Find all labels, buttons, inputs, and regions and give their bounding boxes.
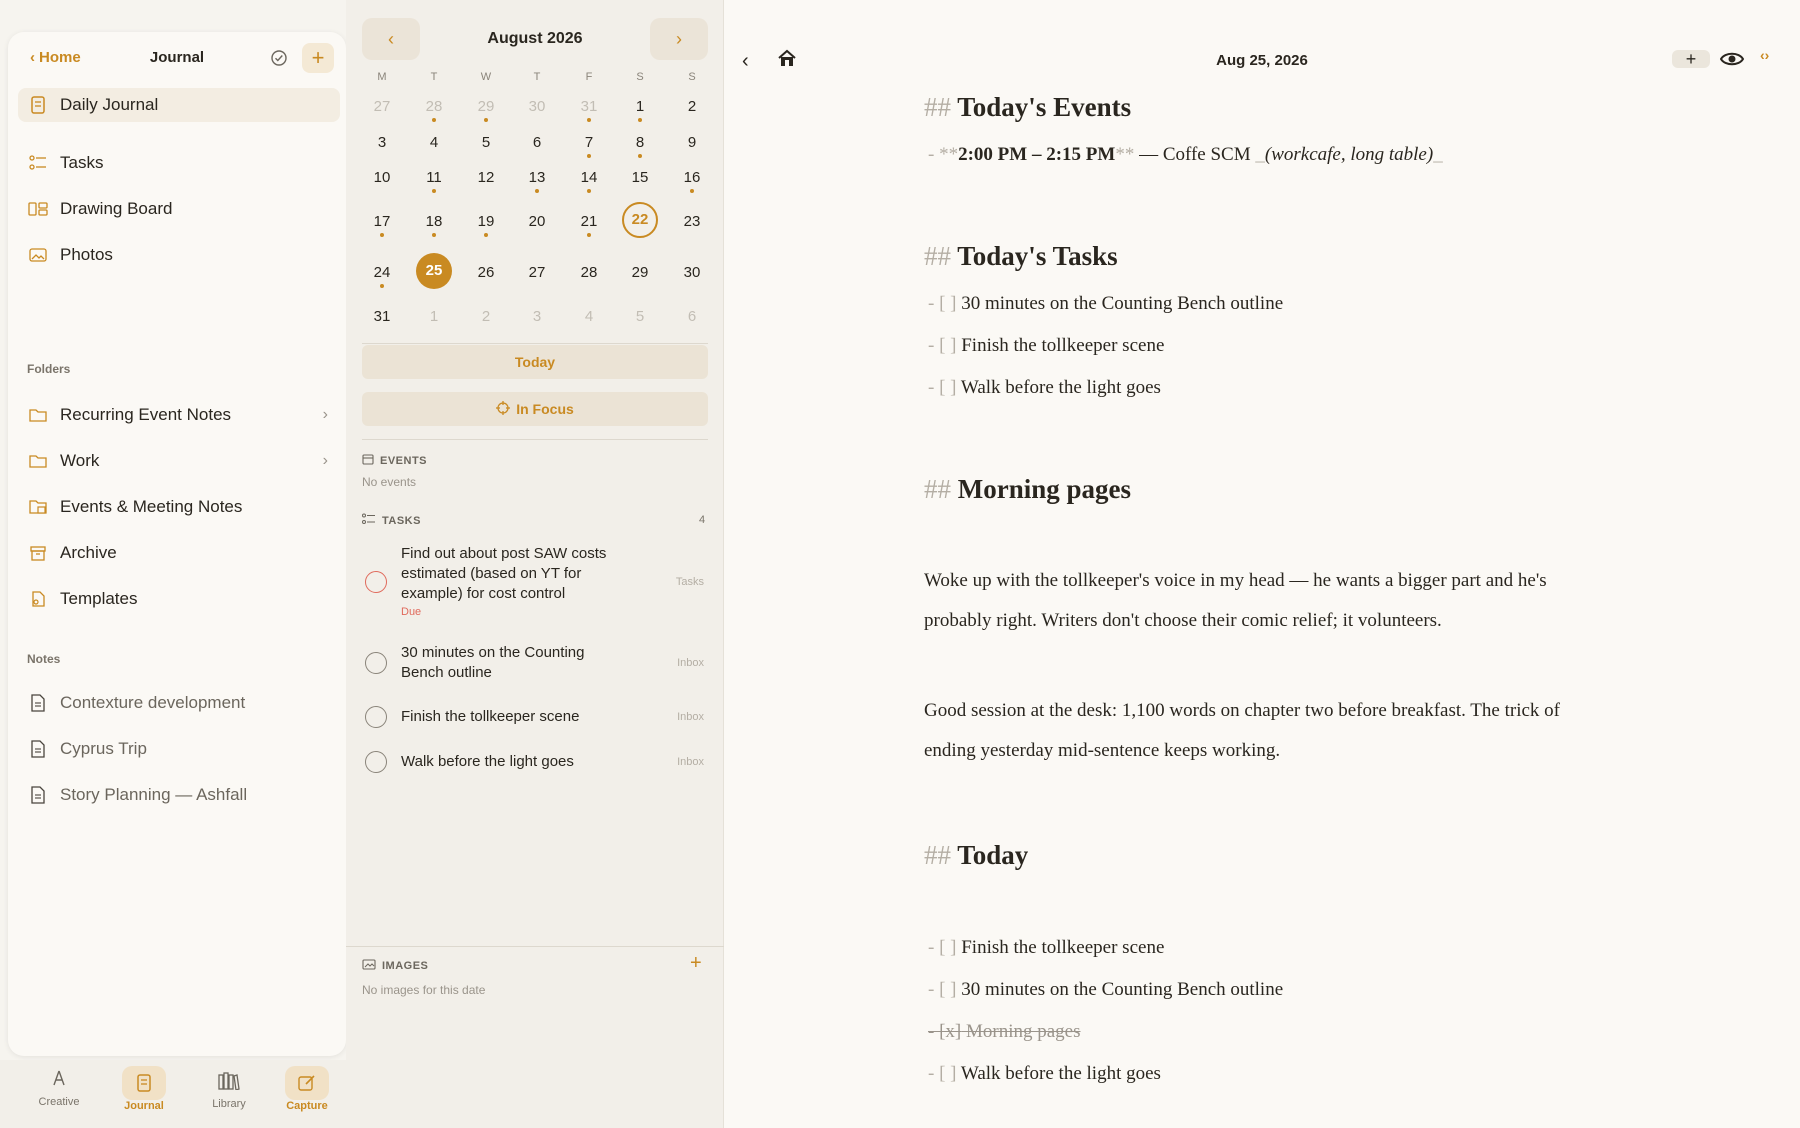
task-line-text: Finish the tollkeeper scene — [961, 335, 1165, 356]
tasks-icon — [28, 153, 48, 173]
day-number: 15 — [631, 169, 649, 186]
note-item-contexture-development[interactable] — [28, 686, 338, 720]
event-dot — [380, 233, 384, 237]
folder-label: Work — [60, 451, 100, 470]
tasks-count: 4 — [699, 514, 706, 526]
event-dot — [587, 154, 591, 158]
task-line-text: 30 minutes on the Counting Bench outline — [961, 293, 1284, 314]
event-dot — [587, 233, 591, 237]
day-number: 4 — [429, 134, 439, 151]
sidebar-title: Journal — [149, 49, 205, 66]
calendar-day[interactable] — [672, 96, 712, 124]
folder-label: Events & Meeting Notes — [60, 497, 243, 516]
calendar-day[interactable] — [517, 132, 557, 160]
calendar-day[interactable] — [517, 262, 557, 290]
task-list-tag: Inbox — [677, 657, 704, 669]
day-number: 3 — [377, 134, 387, 151]
task-line[interactable] — [928, 937, 1164, 959]
heading-marker: ## — [924, 840, 951, 870]
calendar-day[interactable] — [620, 96, 660, 124]
checkbox-marker: - [ ] — [928, 979, 957, 1000]
calendar-folder-icon — [28, 497, 48, 517]
task-line[interactable] — [928, 1063, 1161, 1085]
chevron-right-icon[interactable]: › — [322, 406, 328, 423]
day-number: 12 — [477, 169, 495, 186]
task-item[interactable] — [362, 750, 708, 776]
archive-icon — [28, 543, 48, 563]
sidebar-item-label: Daily Journal — [60, 95, 159, 114]
bottom-tab-bar — [0, 1060, 346, 1128]
sidebar-header — [8, 32, 346, 84]
heading-todays-tasks[interactable] — [924, 241, 1118, 272]
heading-today[interactable] — [924, 840, 1028, 871]
divider — [346, 946, 724, 947]
day-number: 18 — [425, 213, 443, 230]
divider — [362, 439, 708, 440]
sidebar-item-label: Drawing Board — [60, 199, 173, 218]
checkbox-marker: - [ ] — [928, 1063, 957, 1084]
sidebar-item-label: Tasks — [60, 153, 104, 172]
plus-icon: + — [690, 952, 702, 974]
day-number: 31 — [373, 308, 391, 325]
day-number: 28 — [580, 264, 598, 281]
checkbox-marker: - [ ] — [928, 335, 957, 356]
day-number: 5 — [635, 308, 645, 325]
event-dot — [432, 118, 436, 122]
month-title: August 2026 — [487, 30, 583, 47]
calendar-day[interactable] — [620, 262, 660, 290]
task-line-text: 30 minutes on the Counting Bench outline — [961, 979, 1284, 1000]
sidebar-item-daily-journal[interactable] — [18, 88, 340, 122]
add-button[interactable] — [1672, 50, 1710, 68]
events-header-label: EVENTS — [380, 454, 428, 467]
calendar-day[interactable] — [569, 211, 609, 239]
tab-capture[interactable] — [279, 1064, 335, 1126]
task-checkbox[interactable] — [365, 706, 387, 728]
weekday-label: S — [688, 71, 696, 83]
day-number: 28 — [425, 98, 443, 115]
calendar-day[interactable] — [569, 96, 609, 124]
calendar-day[interactable] — [466, 211, 506, 239]
folder-label: Archive — [60, 543, 117, 562]
calendar-icon — [362, 453, 374, 468]
events-section-header — [362, 453, 427, 468]
calendar-day[interactable] — [414, 96, 454, 124]
day-number: 13 — [528, 169, 546, 186]
note-label: Contexture development — [60, 693, 246, 712]
weekday-label: W — [480, 71, 492, 83]
calendar-day-selected[interactable] — [416, 253, 452, 289]
tab-label: Creative — [38, 1096, 80, 1108]
calendar-day[interactable] — [569, 306, 609, 334]
italic-close-marker: _ — [1433, 144, 1443, 165]
calendar-day[interactable] — [569, 167, 609, 195]
folder-icon — [28, 405, 48, 425]
weekday-label: S — [636, 71, 644, 83]
events-empty-text: No events — [362, 475, 417, 489]
paragraph[interactable]: Woke up with the tollkeeper's voice in my head — he wants a bigger part and he's probably right. Writers don't choose their comic relief; it volunteers. — [924, 570, 1547, 631]
day-number: 6 — [532, 134, 542, 151]
task-line[interactable] — [928, 293, 1283, 315]
day-number: 17 — [373, 213, 391, 230]
day-number: 27 — [528, 264, 546, 281]
task-line-text: Finish the tollkeeper scene — [961, 937, 1165, 958]
weekday-label: F — [585, 71, 593, 83]
calendar-day[interactable] — [517, 306, 557, 334]
images-header-label: IMAGES — [382, 959, 429, 972]
images-section-header — [362, 958, 428, 973]
day-number: 8 — [635, 134, 645, 151]
heading-text: Today's Tasks — [957, 241, 1118, 271]
calendar-day[interactable] — [620, 306, 660, 334]
heading-text: Today's Events — [957, 92, 1132, 122]
image-icon — [362, 958, 376, 973]
day-number: 29 — [631, 264, 649, 281]
heading-marker: ## — [924, 474, 951, 504]
task-text: Find out about post SAW costs estimated (based on YT for example) for cost control — [401, 545, 607, 602]
day-number: 9 — [687, 134, 697, 151]
day-number: 5 — [481, 134, 491, 151]
sidebar-item-label: Photos — [60, 245, 113, 264]
day-number: 26 — [477, 264, 495, 281]
crosshair-icon — [496, 401, 510, 418]
task-checkbox[interactable] — [365, 751, 387, 773]
calendar-day[interactable] — [620, 167, 660, 195]
folder-icon — [28, 451, 48, 471]
sidebar-item-drawing-board[interactable] — [28, 192, 338, 226]
tab-label: Journal — [124, 1100, 164, 1112]
folder-label: Recurring Event Notes — [60, 405, 232, 424]
in-focus-button[interactable] — [362, 392, 708, 426]
note-item-story-planning[interactable] — [28, 778, 338, 812]
calendar-day[interactable] — [672, 306, 712, 334]
chevron-left-icon: ‹ — [388, 28, 394, 49]
task-item[interactable] — [362, 643, 708, 687]
heading-todays-events[interactable] — [924, 92, 1131, 123]
library-icon — [207, 1064, 251, 1098]
day-number: 4 — [584, 308, 594, 325]
calendar-header — [362, 18, 708, 60]
calendar-day[interactable] — [414, 306, 454, 334]
day-number: 27 — [373, 98, 391, 115]
calendar-day[interactable] — [466, 132, 506, 160]
journal-icon — [122, 1066, 166, 1100]
task-checkbox[interactable] — [365, 571, 387, 593]
due-label: Due — [401, 606, 422, 618]
folder-item-events-meeting-notes[interactable] — [28, 490, 338, 524]
task-text: Finish the tollkeeper scene — [401, 708, 580, 725]
calendar-day[interactable] — [620, 132, 660, 160]
checkbox-marker: - [x] — [928, 1021, 962, 1042]
day-number: 29 — [477, 98, 495, 115]
task-checkbox[interactable] — [365, 652, 387, 674]
checkbox-marker: - [ ] — [928, 937, 957, 958]
board-icon — [28, 199, 48, 219]
task-list-tag: Tasks — [675, 576, 704, 588]
calendar-day[interactable] — [569, 132, 609, 160]
folder-item-templates[interactable] — [28, 582, 338, 616]
weekday-label: M — [377, 71, 387, 83]
note-date-title: Aug 25, 2026 — [1216, 52, 1308, 69]
day-number: 24 — [373, 264, 391, 281]
tab-label: Library — [212, 1098, 246, 1110]
event-dot — [432, 189, 436, 193]
tasks-header-label: TASKS — [382, 514, 421, 527]
event-dot — [690, 189, 694, 193]
checkbox-marker: - [ ] — [928, 377, 957, 398]
day-number: 2 — [481, 308, 491, 325]
sidebar-item-tasks[interactable] — [28, 146, 338, 180]
day-number: 16 — [683, 169, 701, 186]
heading-text: Today — [957, 840, 1029, 870]
add-button[interactable] — [302, 43, 334, 73]
calendar-day[interactable] — [517, 211, 557, 239]
divider — [362, 343, 708, 344]
event-time: 2:00 PM – 2:15 PM — [958, 144, 1116, 165]
document-icon — [28, 785, 48, 805]
day-number: 11 — [426, 169, 442, 186]
event-dot — [380, 284, 384, 288]
folder-item-recurring-event-notes[interactable] — [28, 398, 338, 432]
task-line-completed[interactable] — [928, 1021, 1081, 1043]
day-number: 19 — [477, 213, 495, 230]
today-button[interactable] — [362, 345, 708, 379]
checkbox-marker: - [ ] — [928, 293, 957, 314]
calendar-day[interactable] — [362, 306, 402, 334]
chevron-left-icon: ‹ — [30, 49, 35, 66]
tasks-section-header — [362, 513, 421, 528]
day-number: 30 — [683, 264, 701, 281]
heading-marker: ## — [924, 92, 951, 122]
heading-text: Morning pages — [957, 474, 1132, 504]
calendar-day[interactable] — [466, 262, 506, 290]
event-dot — [638, 118, 642, 122]
images-empty-text: No images for this date — [362, 983, 486, 997]
code-brackets-icon[interactable]: ‹› — [1760, 47, 1770, 63]
paragraph[interactable]: Good session at the desk: 1,100 words on chapter two before breakfast. The trick of ending yesterday mid-sentence keeps working. — [924, 700, 1560, 761]
document-icon — [28, 693, 48, 713]
calendar-day[interactable] — [362, 262, 402, 290]
day-number: 6 — [687, 308, 697, 325]
task-line-text: Walk before the light goes — [960, 1063, 1161, 1084]
calendar-day[interactable] — [569, 262, 609, 290]
notes-header: Notes — [27, 652, 61, 666]
document-icon — [28, 739, 48, 759]
checkmark-circle-icon[interactable] — [270, 49, 288, 67]
task-line[interactable] — [928, 377, 1161, 399]
day-number: 31 — [580, 98, 598, 115]
day-number: 7 — [584, 134, 594, 151]
tab-creative[interactable] — [31, 1060, 87, 1122]
editor-pane — [724, 0, 1800, 1128]
calendar-day[interactable] — [466, 167, 506, 195]
calendar-day[interactable] — [414, 211, 454, 239]
bold-close-marker: ** — [1115, 144, 1135, 165]
calendar-day[interactable] — [362, 96, 402, 124]
calendar-panel — [346, 0, 724, 1128]
event-line[interactable] — [928, 144, 1443, 166]
photos-icon — [28, 245, 48, 265]
event-dot — [535, 189, 539, 193]
task-line-text: Walk before the light goes — [960, 377, 1161, 398]
folder-item-work[interactable] — [28, 444, 338, 478]
day-number: 1 — [635, 98, 645, 115]
event-dot — [484, 118, 488, 122]
task-line[interactable] — [928, 979, 1283, 1001]
task-text: 30 minutes on the Counting Bench outline — [401, 644, 585, 681]
day-number: 22 — [631, 211, 649, 228]
plus-icon: + — [311, 45, 325, 70]
folder-item-archive[interactable] — [28, 536, 338, 570]
day-number: 1 — [429, 308, 439, 325]
journal-icon — [28, 95, 48, 115]
heading-morning-pages[interactable] — [924, 474, 1131, 505]
task-item[interactable] — [362, 705, 708, 731]
calendar-day[interactable] — [362, 167, 402, 195]
calendar-day[interactable] — [517, 167, 557, 195]
day-number: 3 — [532, 308, 542, 325]
day-number: 25 — [425, 262, 443, 279]
day-number: 23 — [683, 213, 701, 230]
folders-header: Folders — [27, 362, 71, 376]
calendar-day[interactable] — [466, 306, 506, 334]
today-label: Today — [514, 354, 556, 370]
tab-label: Capture — [286, 1100, 328, 1112]
calendar-day[interactable] — [414, 167, 454, 195]
chevron-right-icon: › — [676, 28, 682, 49]
calendar-day[interactable] — [414, 132, 454, 160]
calendar-day-today[interactable] — [622, 202, 658, 238]
template-icon — [28, 589, 48, 609]
task-list-tag: Inbox — [677, 711, 704, 723]
tab-library[interactable] — [201, 1062, 257, 1124]
tab-journal[interactable] — [116, 1064, 172, 1126]
day-number: 2 — [687, 98, 697, 115]
folder-label: Templates — [60, 589, 138, 608]
calendar-day[interactable] — [672, 167, 712, 195]
chevron-left-icon: ‹ — [742, 50, 749, 72]
compose-icon — [285, 1066, 329, 1100]
calendar-day[interactable] — [672, 262, 712, 290]
add-image-button[interactable] — [690, 952, 702, 975]
task-line-text: Morning pages — [965, 1021, 1081, 1042]
event-dot — [587, 118, 591, 122]
sidebar-item-photos[interactable] — [28, 238, 338, 272]
eye-icon[interactable] — [1720, 49, 1744, 69]
plus-icon: + — [1685, 48, 1697, 69]
sidebar — [8, 32, 346, 1056]
task-line[interactable] — [928, 335, 1164, 357]
calendar-day[interactable] — [672, 132, 712, 160]
event-dot — [432, 233, 436, 237]
note-label: Story Planning — Ashfall — [60, 785, 248, 804]
event-title: — Coffe SCM — [1134, 144, 1256, 165]
event-dot — [638, 154, 642, 158]
day-number: 10 — [373, 169, 391, 186]
pen-nib-icon — [37, 1062, 81, 1096]
italic-open-marker: _ — [1255, 144, 1265, 165]
day-number: 30 — [528, 98, 546, 115]
calendar-day[interactable] — [466, 96, 506, 124]
calendar-day[interactable] — [672, 211, 712, 239]
day-number: 20 — [528, 213, 546, 230]
chevron-right-icon[interactable]: › — [322, 452, 328, 469]
note-item-cyprus-trip[interactable] — [28, 732, 338, 766]
next-month-button[interactable] — [650, 18, 708, 60]
day-number: 21 — [580, 213, 598, 230]
tasks-icon — [362, 513, 376, 528]
calendar-day[interactable] — [362, 132, 402, 160]
event-dot — [587, 189, 591, 193]
list-marker: - ** — [928, 144, 959, 165]
calendar-day[interactable] — [362, 211, 402, 239]
task-list-tag: Inbox — [677, 756, 704, 768]
task-item[interactable] — [362, 544, 708, 624]
event-dot — [484, 233, 488, 237]
weekday-label: T — [533, 71, 541, 83]
home-label: Home — [39, 49, 81, 66]
task-text: Walk before the light goes — [401, 753, 574, 770]
calendar-day[interactable] — [517, 96, 557, 124]
heading-marker: ## — [924, 241, 951, 271]
note-label: Cyprus Trip — [60, 739, 147, 758]
event-location: (workcafe, long table) — [1264, 144, 1434, 165]
weekday-label: T — [430, 71, 438, 83]
in-focus-label: In Focus — [516, 401, 574, 417]
day-number: 14 — [580, 169, 598, 186]
